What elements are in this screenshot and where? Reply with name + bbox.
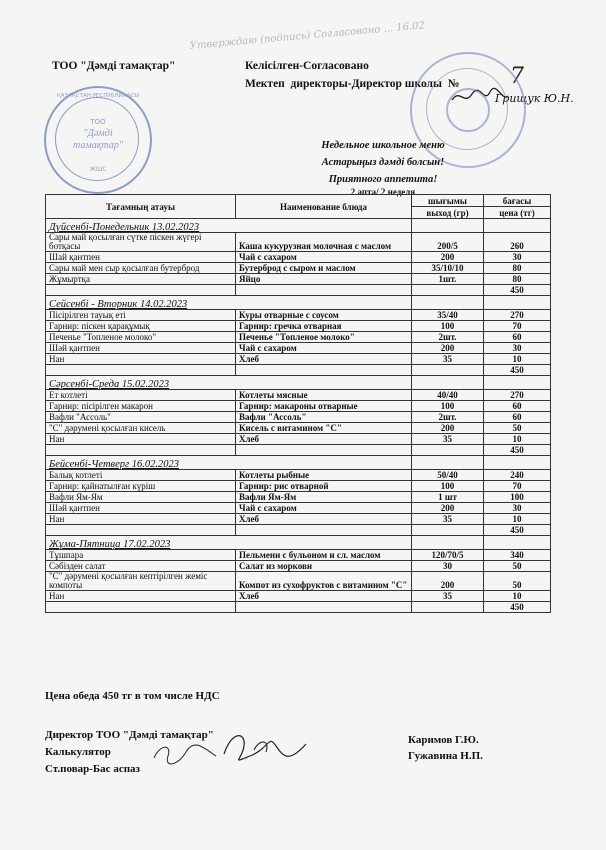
dish-price: 60 (484, 401, 551, 412)
dish-name-kz: Сары май мен сыр қосылған бутерброд (46, 263, 236, 274)
table-row (46, 401, 551, 412)
dish-yield: 200 (412, 572, 484, 591)
dish-yield: 100 (412, 401, 484, 412)
dish-yield: 120/70/5 (412, 550, 484, 561)
dish-name-kz: Гарнир: піскен қарақұмық (46, 321, 236, 332)
cook-label: Ст.повар-Бас аспаз (45, 763, 140, 775)
dish-name-kz: Нан (46, 514, 236, 525)
dish-yield: 40/40 (412, 390, 484, 401)
table-row (46, 332, 551, 343)
dish-name-kz: Ет котлеті (46, 390, 236, 401)
day-title: Дүйсенбі-Понедельник 13.02.2023 (46, 219, 412, 233)
dish-yield: 200 (412, 343, 484, 354)
table-row (46, 561, 551, 572)
dish-name-ru: Кисель с витамином "С" (236, 423, 412, 434)
table-row (46, 434, 551, 445)
day-title: Сәрсенбі-Среда 15.02.2023 (46, 376, 412, 390)
day-header-row (46, 456, 551, 470)
dish-name-ru: Котлеты рыбные (236, 470, 412, 481)
table-row (46, 354, 551, 365)
dish-price: 260 (484, 233, 551, 252)
day-title: Жұма-Пятница 17.02.2023 (46, 536, 412, 550)
approver-title: Мектеп директоры-Директор школы № (245, 78, 460, 90)
dish-yield: 35 (412, 354, 484, 365)
menu-body (46, 219, 551, 613)
dish-yield: 35/40 (412, 310, 484, 321)
dish-price: 270 (484, 310, 551, 321)
company-stamp: ҚАЗАҚСТАН РЕСПУБЛИКАСЫ ТОО "Дәмді тамақтар" ЖШС (44, 86, 152, 194)
day-total: 450 (484, 602, 551, 613)
dish-name-ru: Каша кукурузная молочная с маслом (236, 233, 412, 252)
dish-yield: 35 (412, 514, 484, 525)
dish-price: 340 (484, 550, 551, 561)
dish-name-kz: Нан (46, 354, 236, 365)
table-row (46, 263, 551, 274)
dish-name-kz: Нан (46, 591, 236, 602)
dish-name-ru: Чай с сахаром (236, 343, 412, 354)
dish-name-kz: Шәй қантпен (46, 343, 236, 354)
day-header-row (46, 376, 551, 390)
dish-price: 30 (484, 252, 551, 263)
dish-name-kz: Балық котлеті (46, 470, 236, 481)
day-header-row (46, 219, 551, 233)
dish-yield: 35 (412, 434, 484, 445)
dish-price: 10 (484, 434, 551, 445)
dish-yield: 50/40 (412, 470, 484, 481)
director-signature (220, 724, 310, 774)
table-row (46, 390, 551, 401)
day-total-row (46, 445, 551, 456)
table-row (46, 481, 551, 492)
dish-price: 100 (484, 492, 551, 503)
dish-yield: 100 (412, 481, 484, 492)
dish-yield: 200 (412, 503, 484, 514)
table-row (46, 233, 551, 252)
dish-name-ru: Компот из сухофруктов с витамином "С" (236, 572, 412, 591)
col-header-kz: Тағамның атауы (46, 195, 236, 219)
dish-yield: 30 (412, 561, 484, 572)
dish-name-kz: Жұмыртқа (46, 274, 236, 285)
dish-name-ru: Печенье "Топленое молоко" (236, 332, 412, 343)
table-row (46, 591, 551, 602)
dish-name-ru: Яйцо (236, 274, 412, 285)
dish-price: 70 (484, 481, 551, 492)
school-number: 7 (510, 64, 524, 89)
day-title: Сейсенбі - Вторник 14.02.2023 (46, 296, 412, 310)
dish-price: 270 (484, 390, 551, 401)
table-row (46, 310, 551, 321)
table-row (46, 503, 551, 514)
col-header-ru: Наименование блюда (236, 195, 412, 219)
dish-price: 60 (484, 332, 551, 343)
dish-name-ru: Котлеты мясные (236, 390, 412, 401)
handwritten-note: Утверждаю (подпись) Согласовано ... 16.02 (189, 20, 426, 52)
approver-name: Грищук Ю.Н. (495, 92, 574, 105)
dish-yield: 200 (412, 252, 484, 263)
dish-name-ru: Хлеб (236, 591, 412, 602)
day-total: 450 (484, 365, 551, 376)
day-total-row (46, 365, 551, 376)
dish-name-kz: Сары май қосылған сүтке піскен жүгері ботқасы (46, 233, 236, 252)
table-row (46, 423, 551, 434)
dish-name-kz: Нан (46, 434, 236, 445)
dish-name-kz: "С" дәрумені қосылған кисель (46, 423, 236, 434)
table-row (46, 514, 551, 525)
table-row (46, 252, 551, 263)
company-name: ТОО "Дәмді тамақтар" (52, 60, 176, 72)
dish-name-kz: Тұшпара (46, 550, 236, 561)
dish-name-ru: Пельмени с бульоном и сл. маслом (236, 550, 412, 561)
dish-price: 70 (484, 321, 551, 332)
dish-price: 50 (484, 423, 551, 434)
table-row (46, 343, 551, 354)
dish-price: 30 (484, 503, 551, 514)
dish-price: 10 (484, 354, 551, 365)
dish-yield: 2шт. (412, 412, 484, 423)
dish-name-ru: Гарнир: рис отварной (236, 481, 412, 492)
calculator-label: Калькулятор (45, 746, 111, 758)
dish-name-ru: Гарнир: гречка отварная (236, 321, 412, 332)
approval-title: Келісілген-Согласовано (245, 60, 369, 72)
dish-yield: 2шт. (412, 332, 484, 343)
dish-name-kz: Пісірілген тауық еті (46, 310, 236, 321)
dish-price: 30 (484, 343, 551, 354)
menu-table (45, 194, 551, 613)
dish-yield: 35 (412, 591, 484, 602)
table-row (46, 470, 551, 481)
col-header-yield-kz: шығымы (412, 195, 484, 207)
dish-yield: 1 шт (412, 492, 484, 503)
dish-name-ru: Хлеб (236, 354, 412, 365)
dish-name-ru: Хлеб (236, 514, 412, 525)
table-row (46, 412, 551, 423)
dish-name-ru: Вафли Ям-Ям (236, 492, 412, 503)
table-row (46, 492, 551, 503)
col-header-yield-ru: выход (гр) (412, 207, 484, 219)
table-row (46, 274, 551, 285)
dish-price: 80 (484, 274, 551, 285)
day-total-row (46, 285, 551, 296)
day-header-row (46, 536, 551, 550)
dish-price: 240 (484, 470, 551, 481)
dish-name-ru: Салат из моркови (236, 561, 412, 572)
dish-name-ru: Гарнир: макароны отварные (236, 401, 412, 412)
dish-name-ru: Вафли "Ассоль" (236, 412, 412, 423)
dish-price: 60 (484, 412, 551, 423)
dish-yield: 200/5 (412, 233, 484, 252)
director-name: Каримов Г.Ю. (408, 734, 479, 746)
calculator-name: Гужавина Н.П. (408, 750, 483, 762)
calculator-signature (150, 740, 220, 770)
day-total: 450 (484, 445, 551, 456)
menu-title: Недельное школьное меню (321, 140, 445, 151)
col-header-price-ru: цена (тг) (484, 207, 551, 219)
dish-name-kz: Сәбізден салат (46, 561, 236, 572)
dish-name-ru: Куры отварные с соусом (236, 310, 412, 321)
dish-price: 50 (484, 561, 551, 572)
director-label: Директор ТОО "Дәмді тамақтар" (45, 729, 214, 741)
dish-price: 10 (484, 514, 551, 525)
dish-name-kz: "С" дәрумені қосылған кептірілген жеміс компоты (46, 572, 236, 591)
dish-yield: 1шт. (412, 274, 484, 285)
dish-price: 10 (484, 591, 551, 602)
table-row (46, 550, 551, 561)
day-total-row (46, 525, 551, 536)
greeting-ru: Приятного аппетита! (328, 174, 438, 185)
table-row (46, 572, 551, 591)
dish-yield: 200 (412, 423, 484, 434)
day-total: 450 (484, 285, 551, 296)
dish-price: 80 (484, 263, 551, 274)
dish-yield: 100 (412, 321, 484, 332)
table-row (46, 321, 551, 332)
dish-name-kz: Гарнир: пісірілген макарон (46, 401, 236, 412)
dish-name-ru: Бутерброд с сыром и маслом (236, 263, 412, 274)
week-label: 2 апта/ 2 неделя (350, 187, 416, 197)
dish-name-ru: Хлеб (236, 434, 412, 445)
dish-yield: 35/10/10 (412, 263, 484, 274)
day-total-row (46, 602, 551, 613)
day-total: 450 (484, 525, 551, 536)
dish-name-kz: Вафли "Ассоль" (46, 412, 236, 423)
dish-name-kz: Шәй қантпен (46, 503, 236, 514)
dish-name-kz: Шай қантпен (46, 252, 236, 263)
price-note: Цена обеда 450 тг в том числе НДС (45, 690, 220, 702)
dish-price: 50 (484, 572, 551, 591)
day-header-row (46, 296, 551, 310)
dish-name-ru: Чай с сахаром (236, 252, 412, 263)
dish-name-ru: Чай с сахаром (236, 503, 412, 514)
dish-name-kz: Гарнир: қайнатылған күріш (46, 481, 236, 492)
day-title: Бейсенбі-Четверг 16.02.2023 (46, 456, 412, 470)
dish-name-kz: Печенье "Топленое молоко" (46, 332, 236, 343)
dish-name-kz: Вафли Ям-Ям (46, 492, 236, 503)
col-header-price-kz: бағасы (484, 195, 551, 207)
greeting-kz: Астарыңыз дәмді болсын! (321, 157, 445, 168)
